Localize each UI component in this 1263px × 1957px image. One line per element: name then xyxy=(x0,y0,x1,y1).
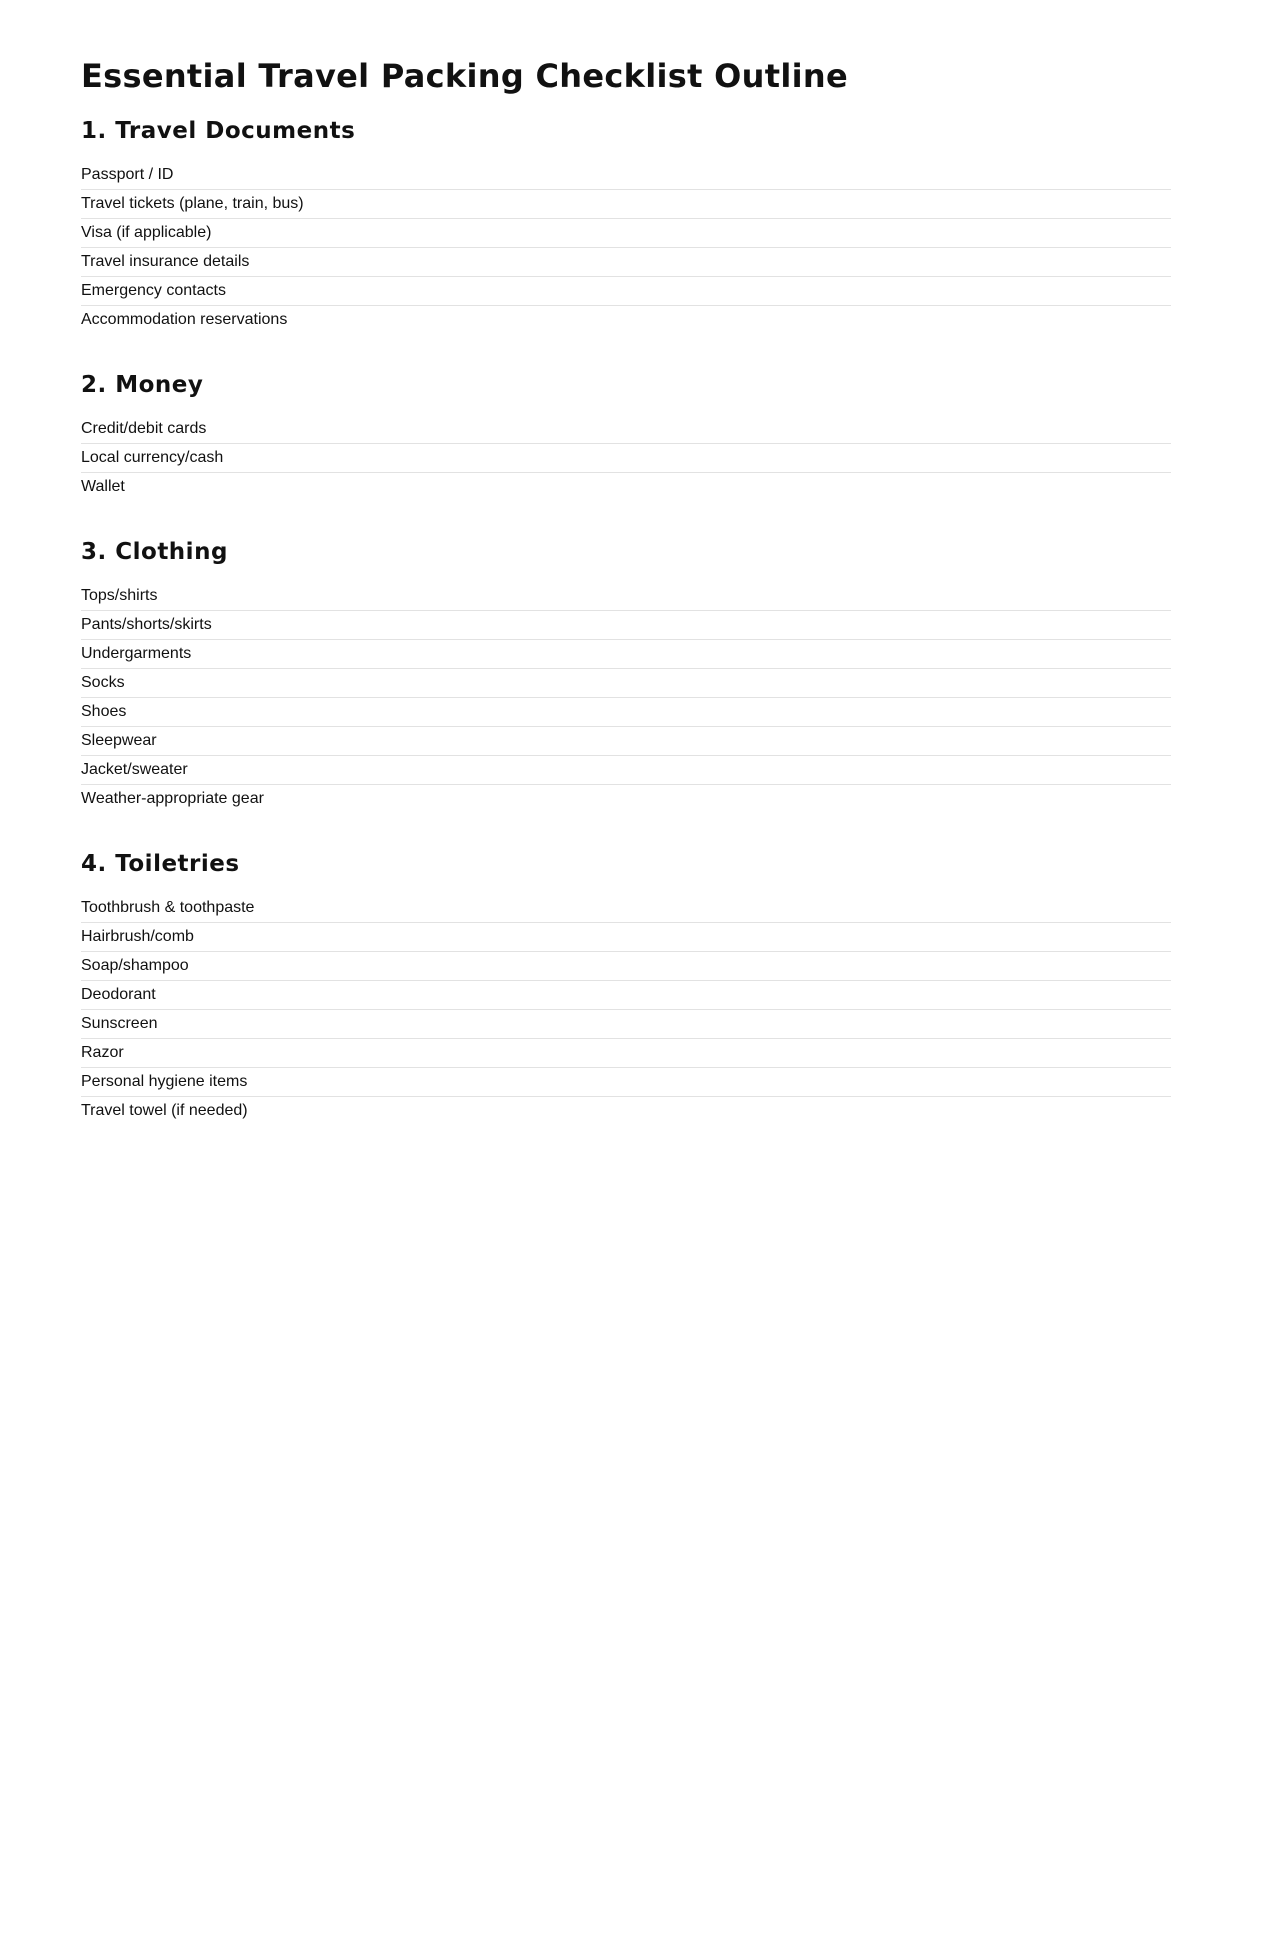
section-clothing xyxy=(81,537,1171,813)
checklist-item: Emergency contacts xyxy=(81,277,1171,306)
section-heading: 2. Money xyxy=(81,372,204,398)
checklist-item: Visa (if applicable) xyxy=(81,219,1171,248)
checklist-item: Weather-appropriate gear xyxy=(81,790,264,807)
section-money xyxy=(81,370,1171,501)
checklist-item: Wallet xyxy=(81,478,125,495)
checklist-item: Travel tickets (plane, train, bus) xyxy=(81,190,1171,219)
checklist-item: Soap/shampoo xyxy=(81,952,1171,981)
section-heading: 4. Toiletries xyxy=(81,851,240,877)
checklist-item: Pants/shorts/skirts xyxy=(81,611,1171,640)
checklist xyxy=(81,415,1171,501)
section-heading: 3. Clothing xyxy=(81,539,228,565)
checklist-item: Shoes xyxy=(81,698,1171,727)
checklist-item: Tops/shirts xyxy=(81,582,1171,611)
section-heading: 1. Travel Documents xyxy=(81,118,356,144)
checklist-item: Toothbrush & toothpaste xyxy=(81,894,1171,923)
checklist-item: Sunscreen xyxy=(81,1010,1171,1039)
checklist-item: Travel towel (if needed) xyxy=(81,1102,248,1119)
checklist xyxy=(81,582,1171,813)
checklist-item: Undergarments xyxy=(81,640,1171,669)
checklist-item: Credit/debit cards xyxy=(81,415,1171,444)
checklist-item: Hairbrush/comb xyxy=(81,923,1171,952)
checklist-item: Personal hygiene items xyxy=(81,1068,1171,1097)
checklist-item: Razor xyxy=(81,1039,1171,1068)
checklist-item: Passport / ID xyxy=(81,161,1171,190)
checklist-item: Accommodation reservations xyxy=(81,311,288,328)
checklist-item: Deodorant xyxy=(81,981,1171,1010)
checklist-item: Local currency/cash xyxy=(81,444,1171,473)
page-title: Essential Travel Packing Checklist Outline xyxy=(81,57,848,95)
checklist-item: Sleepwear xyxy=(81,727,1171,756)
checklist xyxy=(81,894,1171,1125)
section-toiletries xyxy=(81,849,1171,1125)
checklist-item: Jacket/sweater xyxy=(81,756,1171,785)
checklist xyxy=(81,161,1171,334)
checklist-item: Socks xyxy=(81,669,1171,698)
checklist-item: Travel insurance details xyxy=(81,248,1171,277)
section-travel-documents xyxy=(81,116,1171,334)
